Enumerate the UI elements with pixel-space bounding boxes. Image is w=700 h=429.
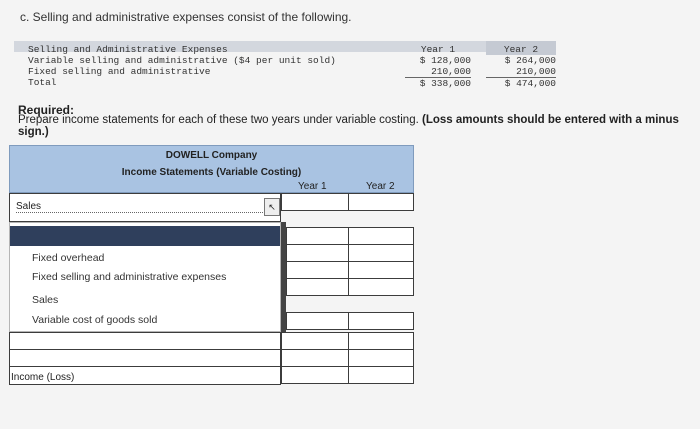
- expenses-year1-header: Year 1: [420, 44, 456, 55]
- row-income-label-cell: [9, 366, 281, 385]
- row8-year2-input[interactable]: [348, 349, 414, 367]
- row4-year2-input[interactable]: [348, 261, 414, 279]
- dropdown-option-variable-cogs[interactable]: Variable cost of goods sold: [32, 314, 158, 326]
- cursor-icon: ↖: [264, 198, 280, 216]
- row6-year2-input[interactable]: [348, 312, 414, 330]
- row8-year1-input[interactable]: [281, 349, 349, 367]
- required-instructions: [18, 114, 700, 138]
- expenses-year2-fixed: 210,000: [516, 66, 556, 77]
- company-name: DOWELL Company: [165, 150, 258, 161]
- dropdown-option-fixed-selling[interactable]: Fixed selling and administrative expenses: [32, 271, 227, 283]
- row2-year1-input[interactable]: [286, 227, 349, 245]
- expenses-year2-column: [486, 41, 556, 89]
- row-income-label: Income (Loss): [11, 372, 75, 383]
- required-note: (Loss amounts should be entered with a minus sign.): [18, 114, 679, 138]
- row6-year1-input[interactable]: [286, 312, 349, 330]
- sales-year2-input[interactable]: [348, 193, 414, 211]
- dropdown-option-sales[interactable]: Sales: [32, 294, 59, 306]
- row8-label-input[interactable]: [9, 349, 281, 367]
- expenses-year1-column: [405, 44, 471, 89]
- expenses-heading: Selling and Administrative Expenses: [28, 44, 228, 55]
- row7-label-input[interactable]: [9, 332, 281, 350]
- income-year1-input[interactable]: [281, 366, 349, 384]
- row2-year2-input[interactable]: [348, 227, 414, 245]
- column-year1: Year 1: [298, 181, 327, 192]
- required-text: Prepare income statements for each of these two years under variable costing.: [18, 114, 419, 126]
- expenses-year1-total: $ 338,000: [405, 77, 471, 89]
- expenses-year2-total: $ 474,000: [486, 77, 556, 89]
- row7-year2-input[interactable]: [348, 332, 414, 350]
- row-sales-label-cell: [9, 193, 281, 222]
- row5-year1-input[interactable]: [286, 278, 349, 296]
- required-title: Required:: [18, 103, 75, 117]
- row5-year2-input[interactable]: [348, 278, 414, 296]
- intro-text: c. Selling and administrative expenses consist of the following.: [20, 10, 352, 24]
- sales-year1-input[interactable]: [281, 193, 349, 211]
- expenses-row-variable: Variable selling and administrative ($4 per unit sold): [28, 55, 336, 66]
- expenses-labels: [28, 44, 336, 88]
- dropdown-option-fixed-overhead[interactable]: Fixed overhead: [32, 252, 105, 264]
- dropdown-selected-row[interactable]: [10, 226, 280, 246]
- row7-year1-input[interactable]: [281, 332, 349, 350]
- expenses-year2-variable: $ 264,000: [504, 55, 556, 66]
- expenses-year1-variable: $ 128,000: [419, 55, 471, 66]
- line-item-dropdown[interactable]: [9, 222, 281, 332]
- row4-year1-input[interactable]: [286, 261, 349, 279]
- row3-year2-input[interactable]: [348, 244, 414, 262]
- row3-year1-input[interactable]: [286, 244, 349, 262]
- expenses-row-fixed: Fixed selling and administrative: [28, 66, 211, 77]
- expenses-row-total: Total: [28, 77, 57, 88]
- expenses-year2-header: Year 2: [486, 41, 556, 55]
- statement-header: [9, 145, 414, 193]
- row-sales-label: Sales: [16, 201, 271, 213]
- column-year2: Year 2: [366, 181, 395, 192]
- statement-title: Income Statements (Variable Costing): [121, 167, 302, 178]
- expenses-year1-fixed: 210,000: [431, 66, 471, 77]
- income-year2-input[interactable]: [348, 366, 414, 384]
